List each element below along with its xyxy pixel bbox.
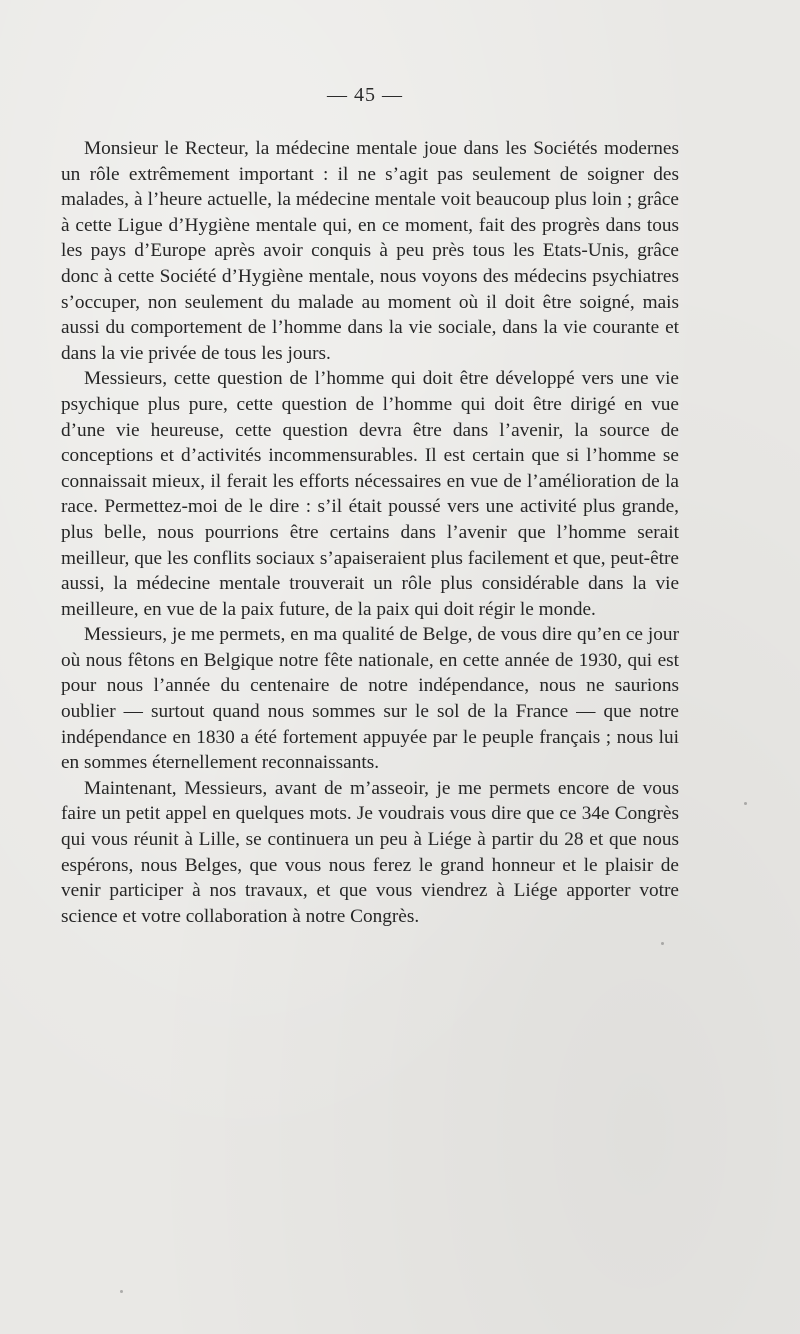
paragraph-3: Messieurs, je me permets, en ma qualité de Belge, de vous dire qu’en ce jour où nous fêtons en Belgique notre fête nationale, en cette année de 1930, qui est pour nous l’année du centenaire de notre indépendance, nous ne saurions oublier — surtout quand nous sommes sur le sol de la France — que notre indépendance en 1830 a été fortement appuyée par le peuple français ; nous lui en sommes éternellement reconnaissants. [61, 624, 679, 774]
paper-speck [661, 942, 664, 945]
paragraph-2: Messieurs, cette question de l’homme qui doit être développé vers une vie psychique plus pure, cette question de l’homme qui doit être dirigé en vue d’une vie heureuse, cette question devra être dans l’avenir, la source de conceptions et d’activités incommensurables. Il est certain que si l’homme se connaissait mieux, il ferait les efforts nécessaires en vue de l’amélioration de la race. Permettez-moi de le dire : s’il était poussé vers une activité plus grande, plus belle, nous pourrions être certains dans l’avenir que l’homme serait meilleur, que les conflits sociaux s’apaiseraient plus facilement et que, peut-être aussi, la médecine mentale trouverait un rôle plus considérable dans la vie meilleure, en vue de la paix future, de la paix qui doit régir le monde. [61, 368, 679, 620]
paper-speck [120, 1290, 123, 1293]
body-text [61, 136, 679, 929]
paper-speck [744, 802, 747, 805]
page-number: — 45 — [327, 84, 403, 106]
paragraph-4: Maintenant, Messieurs, avant de m’asseoir, je me permets encore de vous faire un petit appel en quelques mots. Je voudrais vous dire que ce 34e Congrès qui vous réunit à Lille, se continuera un peu à Liége à partir du 28 et que nous espérons, nous Belges, que vous nous ferez le grand honneur et le plaisir de venir participer à nos travaux, et que vous viendrez à Liége apporter votre science et votre collaboration à notre Congrès. [61, 777, 679, 927]
paragraph-1: Monsieur le Recteur, la médecine mentale joue dans les Sociétés modernes un rôle extrêmement important : il ne s’agit pas seulement de soigner des malades, à l’heure actuelle, la médecine mentale voit beaucoup plus loin ; grâce à cette Ligue d’Hygiène mentale qui, en ce moment, fait des progrès dans tous les pays d’Europe après avoir conquis à peu près tous les Etats-Unis, grâce donc à cette Société d’Hygiène mentale, nous voyons des médecins psychiatres s’occuper, non seulement du malade au moment où il doit être soigné, mais aussi du comportement de l’homme dans la vie sociale, dans la vie courante et dans la vie privée de tous les jours. [61, 138, 679, 364]
